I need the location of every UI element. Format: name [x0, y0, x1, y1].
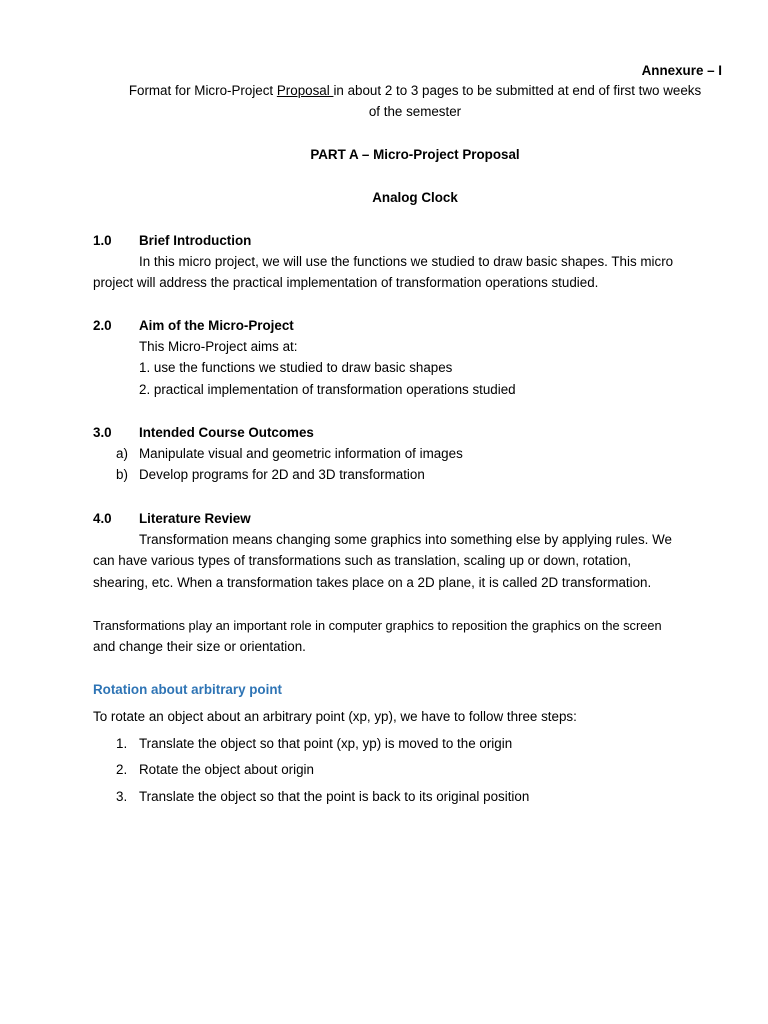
section-2-number: 2.0	[93, 318, 112, 333]
section-3-heading: Intended Course Outcomes	[139, 425, 314, 440]
format-link: Proposal	[276, 83, 334, 98]
section-4-heading: Literature Review	[139, 511, 251, 526]
section-1-text-line-2: project will address the practical implementation of transformation operations studied.	[93, 275, 599, 290]
section-2-heading: Aim of the Micro-Project	[139, 318, 294, 333]
rotation-heading: Rotation about arbitrary point	[93, 682, 282, 697]
section-1-text-line-1: In this micro project, we will use the functions we studied to draw basic shapes. This micro	[139, 254, 674, 269]
rotation-intro: To rotate an object about an arbitrary point (xp, yp), we have to follow three steps:	[93, 709, 577, 724]
project-title: Analog Clock	[372, 190, 458, 205]
step-text: Translate the object so that the point is back to its original position	[139, 789, 530, 804]
literature-line-3: shearing, etc. When a transformation takes place on a 2D plane, it is called 2D transformation.	[93, 575, 652, 590]
outcome-marker: a)	[116, 446, 128, 461]
step-marker: 2.	[116, 762, 128, 777]
section-2-item: 2. practical implementation of transformation operations studied	[139, 382, 516, 397]
step-marker: 3.	[116, 789, 128, 804]
section-1-number: 1.0	[93, 233, 112, 248]
format-pre: Format for Micro-Project	[128, 83, 277, 98]
outcome-text: Manipulate visual and geometric information of images	[139, 446, 463, 461]
section-2-intro: This Micro-Project aims at:	[139, 339, 298, 354]
literature-p2-line-1: Transformations play an important role in computer graphics to reposition the graphics on the screen	[93, 618, 662, 633]
format-line-2: of the semester	[368, 104, 462, 119]
section-1-heading: Brief Introduction	[139, 233, 252, 248]
literature-line-2: can have various types of transformations such as translation, scaling up or down, rotation,	[93, 553, 632, 568]
section-4-number: 4.0	[93, 511, 112, 526]
section-2-item: 1. use the functions we studied to draw basic shapes	[139, 360, 453, 375]
step-text: Rotate the object about origin	[139, 762, 314, 777]
outcome-marker: b)	[116, 467, 128, 482]
annexure-label: Annexure – I	[641, 63, 722, 78]
literature-line-1: Transformation means changing some graphics into something else by applying rules. We	[139, 532, 672, 547]
format-line-1	[60, 80, 768, 101]
part-title: PART A – Micro-Project Proposal	[310, 147, 520, 162]
step-text: Translate the object so that point (xp, yp) is moved to the origin	[139, 736, 513, 751]
format-post: in about 2 to 3 pages to be submitted at end of first two weeks	[333, 83, 702, 98]
literature-p2-line-2: and change their size or orientation.	[93, 639, 306, 654]
step-marker: 1.	[116, 736, 128, 751]
outcome-text: Develop programs for 2D and 3D transformation	[139, 467, 425, 482]
section-3-number: 3.0	[93, 425, 112, 440]
